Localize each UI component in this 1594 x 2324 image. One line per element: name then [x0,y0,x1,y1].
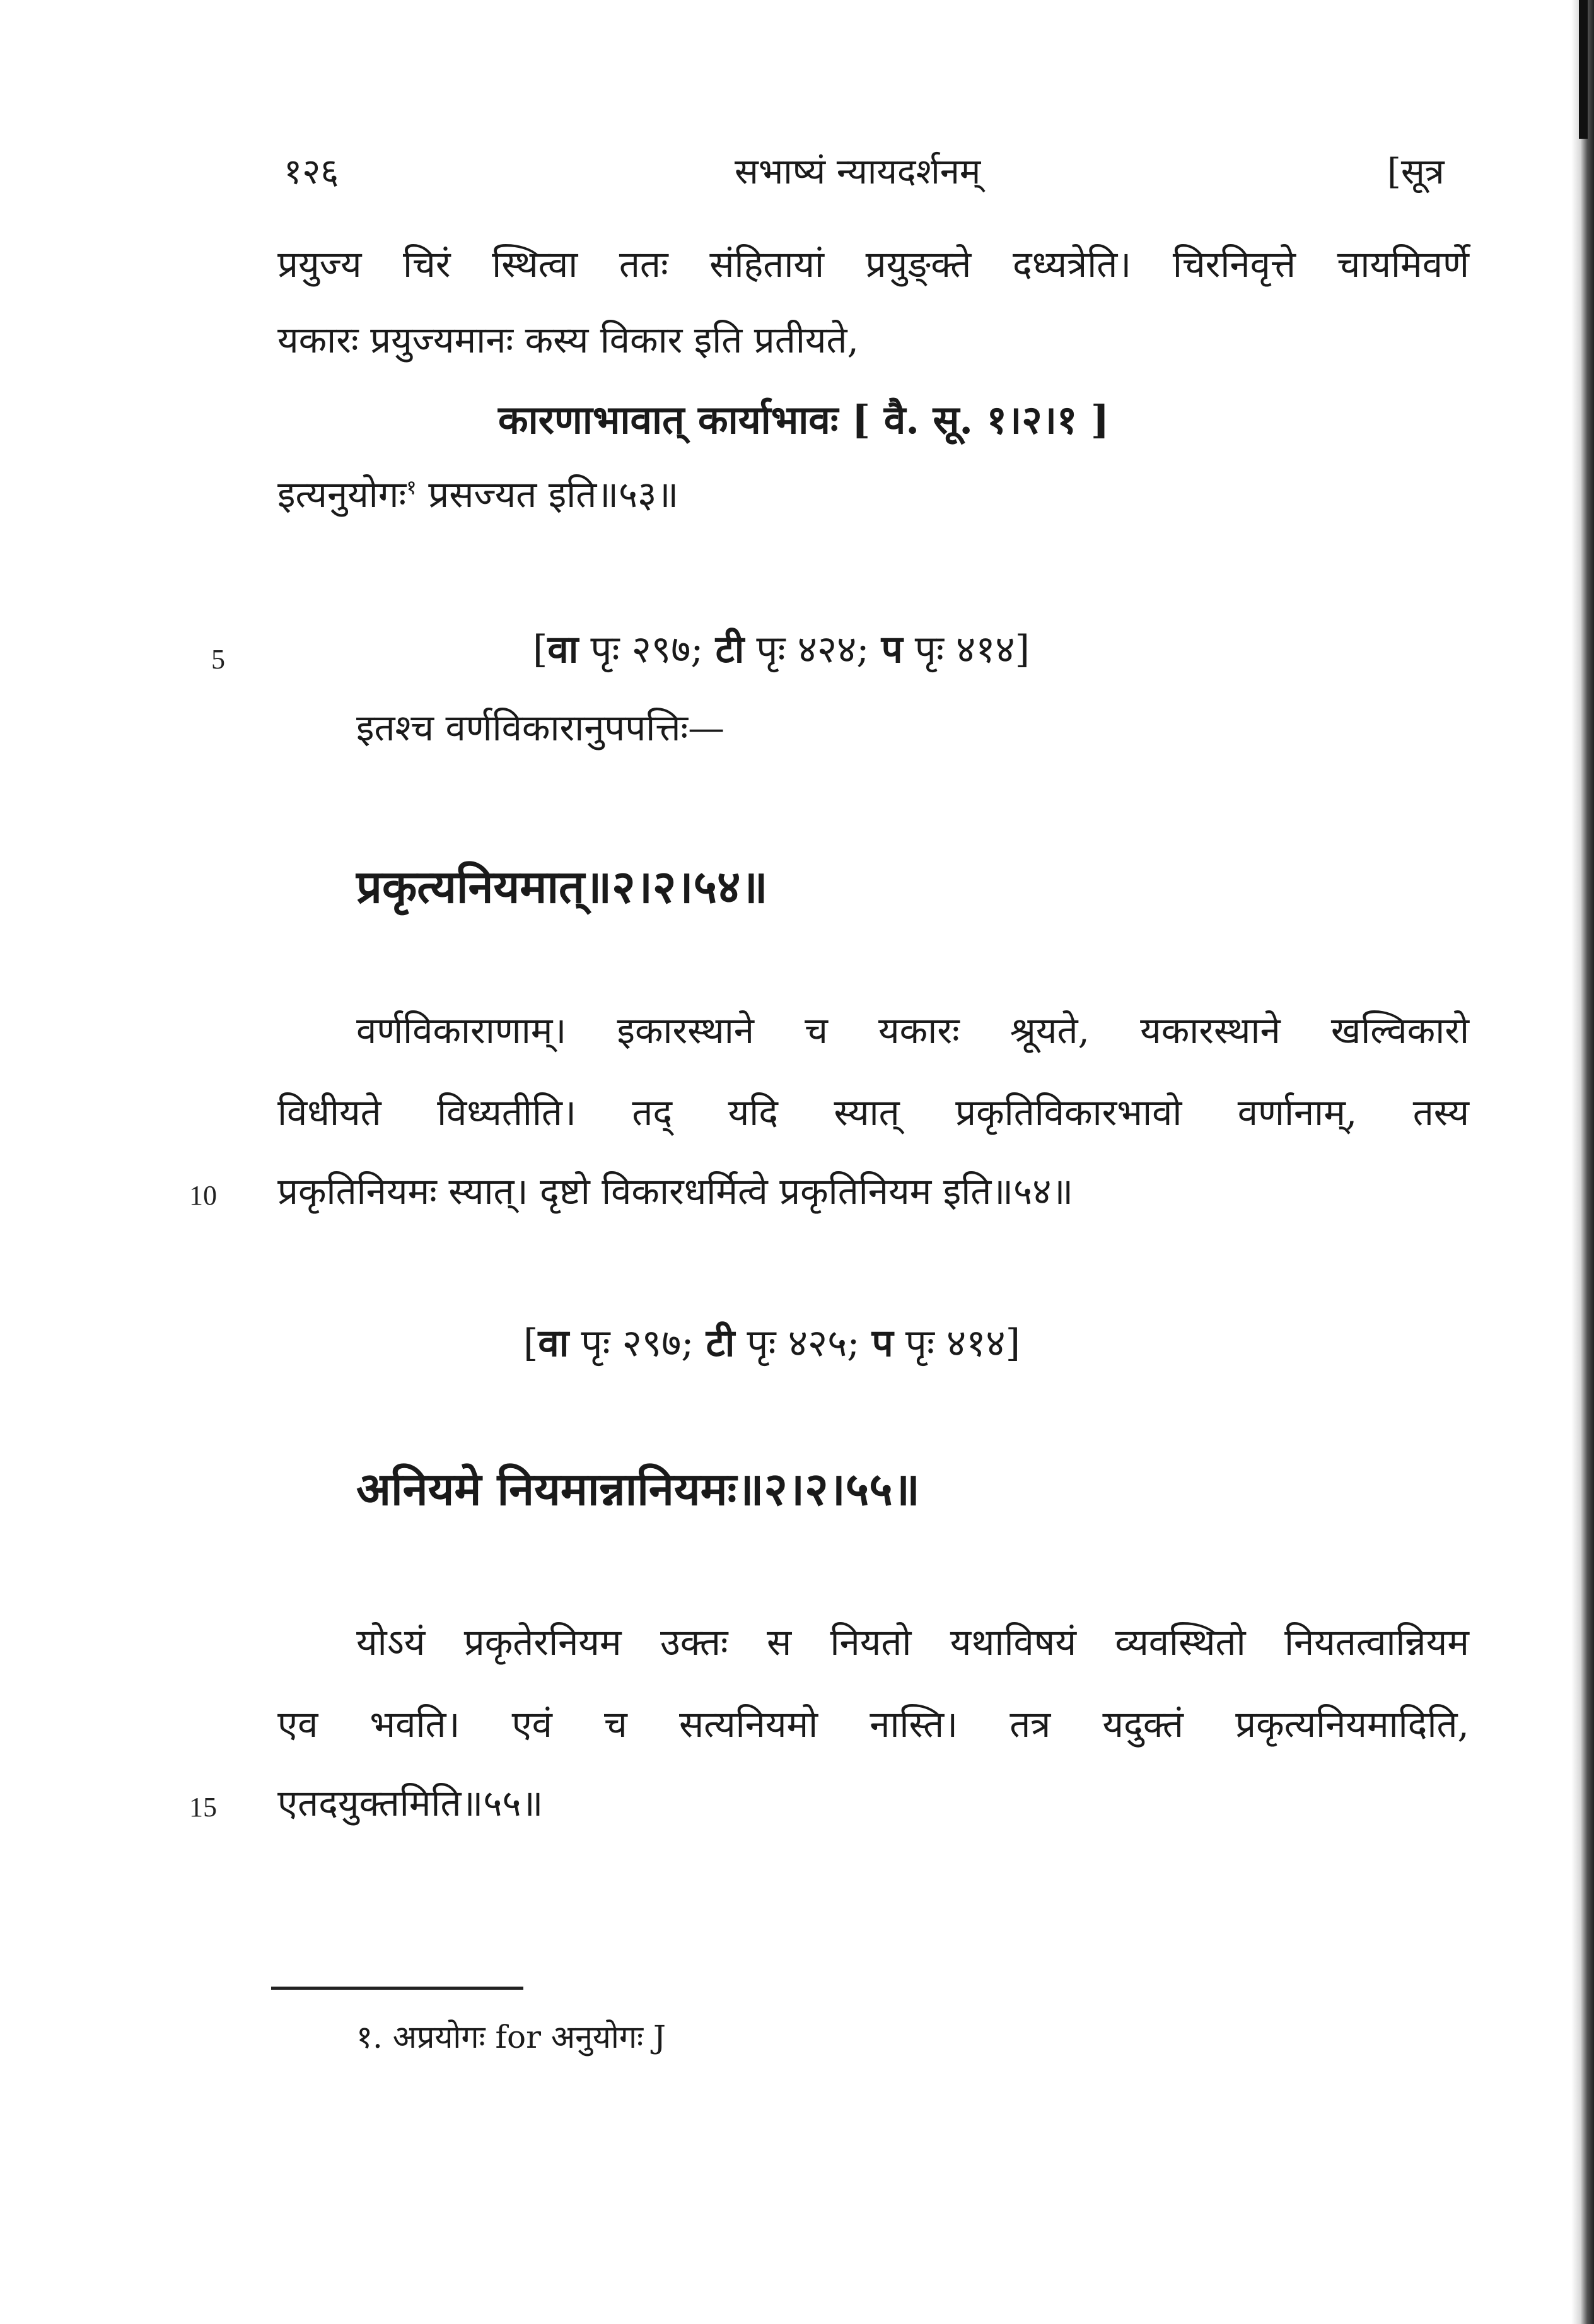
word: तत्र [1009,1703,1051,1746]
page-number: १२६ [284,151,339,192]
word: चिरनिवृत्ते [1172,243,1296,286]
sutra-heading: प्रकृत्यनियमात्॥२।२।५४॥ [356,860,768,913]
reference-bracket: [वा पृः २९७; टी पृः ४२४; प पृः ४१४] [533,628,1030,672]
word: नियतत्वान्नियम [1284,1621,1469,1664]
line-number: 10 [189,1180,217,1211]
word: दध्यत्रेति। [1012,243,1132,286]
line-number: 15 [189,1792,217,1823]
word: एव [277,1703,318,1746]
word: यथाविषयं [950,1621,1076,1664]
word: संहितायां [709,243,825,286]
paragraph-line [277,1091,1469,1134]
word: एवं [511,1703,552,1746]
word: योऽयं [356,1621,426,1664]
word: खल्विकारो [1330,1009,1469,1052]
word: व्यवस्थितो [1115,1621,1246,1664]
footnote-marker: १ [406,475,417,499]
sutra-heading: अनियमे नियमान्नानियमः॥२।२।५५॥ [356,1462,920,1515]
word: स्थित्वा [492,243,578,286]
word: वर्णानाम्, [1237,1091,1358,1134]
word: यकारस्थाने [1140,1009,1281,1052]
section-label: [सूत्र [1387,151,1445,192]
word: यकारः [878,1009,960,1052]
footnote-rule [271,1987,523,1990]
paragraph-line [277,243,1469,286]
paragraph-line [356,1621,1469,1664]
word: ततः [619,243,668,286]
paragraph-line: एतदयुक्तमिति॥५५॥ [277,1782,544,1825]
word: स्यात् [834,1091,900,1134]
paragraph-line [277,1703,1469,1746]
word: प्रयुज्य [277,243,362,286]
page-edge-shadow [1571,0,1594,2324]
word: श्रूयते, [1009,1009,1090,1052]
paragraph-line: इतश्च वर्णविकारानुपपत्तिः— [356,706,725,749]
running-title: सभाष्यं न्यायदर्शनम् [735,151,981,192]
word: चायमिवर्णे [1337,243,1469,286]
word: च [805,1009,828,1052]
word: विध्यतीति। [437,1091,576,1134]
word: विधीयते [277,1091,381,1134]
paragraph-line: यकारः प्रयुज्यमानः कस्य विकार इति प्रतीयते, [277,318,859,361]
word: वर्णविकाराणाम्। [356,1009,567,1052]
word: इकारस्थाने [617,1009,754,1052]
word: यदि [728,1091,779,1134]
word: प्रकृत्यनियमादिति, [1235,1703,1469,1746]
line-number: 5 [211,644,225,675]
quotation: कारणाभावात् कार्याभावः [ वै. सू. १।२।१ ] [498,397,1110,443]
paragraph-line: इत्यनुयोगः$^१$ प्रसज्यत इति॥५३॥ [277,473,679,516]
word: प्रकृतेरनियम [463,1621,622,1664]
paragraph-line [356,1009,1469,1052]
word: स [766,1621,792,1664]
word: नास्ति। [870,1703,958,1746]
word: यदुक्तं [1102,1703,1184,1746]
word: सत्यनियमो [678,1703,818,1746]
paragraph-line: प्रकृतिनियमः स्यात्। दृष्टो विकारधर्मित्वे प्रकृतिनियम इति॥५४॥ [277,1170,1074,1213]
word: तद् [632,1091,673,1134]
word: उक्तः [660,1621,728,1664]
footnote: १. अप्रयोगः for अनुयोगः J [356,2019,666,2055]
word: च [604,1703,627,1746]
word: तस्य [1412,1091,1469,1134]
word: चिरं [403,243,451,286]
word: प्रकृतिविकारभावो [955,1091,1182,1134]
word: भवति। [369,1703,460,1746]
word: प्रयुङ्क्ते [865,243,972,286]
word: नियतो [830,1621,912,1664]
reference-bracket: [वा पृः २९७; टी पृः ४२५; प पृः ४१४] [523,1321,1021,1365]
binding-mark [1579,0,1588,139]
